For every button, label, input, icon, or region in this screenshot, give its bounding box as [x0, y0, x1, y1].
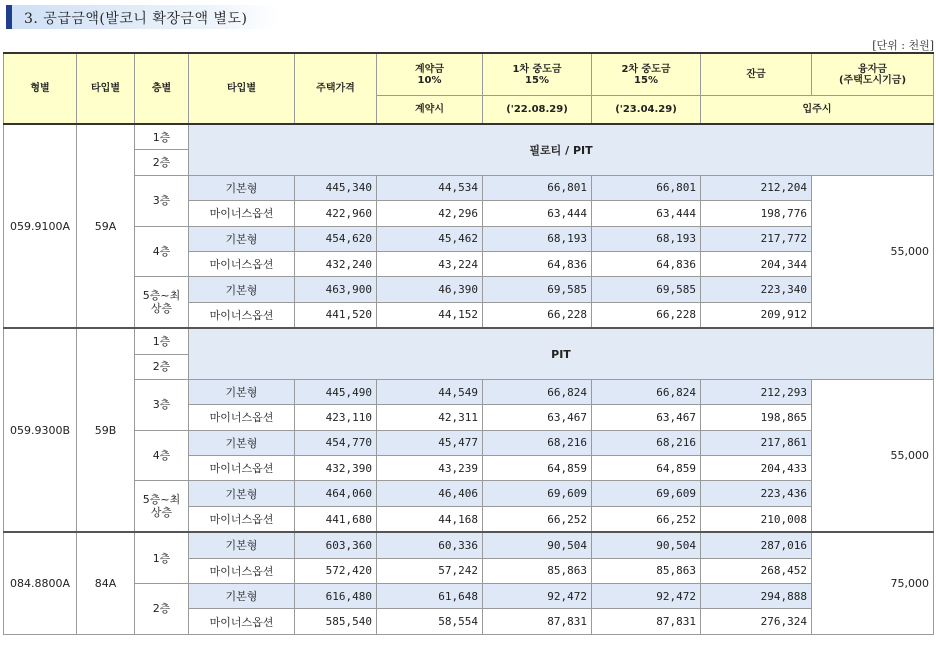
deposit-cell: 44,152	[377, 302, 483, 328]
mid2-cell: 92,472	[592, 584, 701, 609]
deposit-cell: 44,168	[377, 506, 483, 532]
balance-cell: 212,293	[701, 379, 812, 404]
deposit-cell: 60,336	[377, 532, 483, 558]
header-type-detail: 타입별	[189, 53, 295, 124]
floor-cell: 4층	[135, 430, 189, 481]
price-cell: 432,390	[295, 456, 377, 481]
mid2-cell: 69,609	[592, 481, 701, 506]
mid2-cell: 69,585	[592, 277, 701, 302]
header-mid2-label: 2차 중도금	[621, 63, 671, 75]
balance-cell: 223,436	[701, 481, 812, 506]
table-row	[4, 175, 934, 200]
loan-cell: 55,000	[812, 175, 934, 328]
mid1-cell: 68,216	[483, 430, 592, 455]
header-deposit	[377, 53, 483, 96]
table-row	[4, 584, 934, 609]
deposit-cell: 46,390	[377, 277, 483, 302]
floor-cell: 1층	[135, 328, 189, 354]
price-cell: 423,110	[295, 405, 377, 430]
floor-cell: 2층	[135, 584, 189, 635]
balance-cell: 217,861	[701, 430, 812, 455]
deposit-cell: 42,296	[377, 201, 483, 226]
mid1-cell: 66,801	[483, 175, 592, 200]
type-cell: 기본형	[189, 379, 295, 404]
price-cell: 463,900	[295, 277, 377, 302]
deposit-cell: 45,477	[377, 430, 483, 455]
mid2-cell: 66,252	[592, 506, 701, 532]
table-row	[4, 379, 934, 404]
mid2-cell: 66,824	[592, 379, 701, 404]
header-mid2-date: ('23.04.29)	[592, 96, 701, 125]
floor-cell: 3층	[135, 379, 189, 430]
balance-cell: 223,340	[701, 277, 812, 302]
type-name-cell: 59A	[77, 124, 135, 328]
deposit-cell: 42,311	[377, 405, 483, 430]
balance-cell: 287,016	[701, 532, 812, 558]
balance-cell: 212,204	[701, 175, 812, 200]
floor-cell: 1층	[135, 532, 189, 583]
loan-cell: 55,000	[812, 379, 934, 532]
mid1-cell: 87,831	[483, 609, 592, 634]
floor-cell: 5층~최상층	[135, 481, 189, 532]
price-cell: 445,490	[295, 379, 377, 404]
price-cell: 441,520	[295, 302, 377, 328]
type-cell: 기본형	[189, 584, 295, 609]
header-mid1-date: ('22.08.29)	[483, 96, 592, 125]
mid2-cell: 90,504	[592, 532, 701, 558]
table-row	[4, 226, 934, 251]
mid1-cell: 69,585	[483, 277, 592, 302]
type-cell: 마이너스옵션	[189, 302, 295, 328]
balance-cell: 210,008	[701, 506, 812, 532]
price-cell: 422,960	[295, 201, 377, 226]
type-cell: 마이너스옵션	[189, 201, 295, 226]
balance-cell: 198,865	[701, 405, 812, 430]
header-mid1-label: 1차 중도금	[512, 63, 562, 75]
balance-cell: 198,776	[701, 201, 812, 226]
deposit-cell: 45,462	[377, 226, 483, 251]
type-cell: 기본형	[189, 277, 295, 302]
table-row	[4, 277, 934, 302]
mid2-cell: 66,801	[592, 175, 701, 200]
mid1-cell: 64,859	[483, 456, 592, 481]
balance-cell: 217,772	[701, 226, 812, 251]
price-cell: 603,360	[295, 532, 377, 558]
table-row	[4, 430, 934, 455]
table-row	[4, 124, 934, 150]
mid2-cell: 64,859	[592, 456, 701, 481]
floor-cell: 1층	[135, 124, 189, 150]
floor-cell: 5층~최상층	[135, 277, 189, 328]
floor-cell: 4층	[135, 226, 189, 277]
mid1-cell: 90,504	[483, 532, 592, 558]
loan-cell: 75,000	[812, 532, 934, 634]
price-cell: 432,240	[295, 251, 377, 276]
header-loan-label: 융자금	[858, 63, 887, 75]
balance-cell: 268,452	[701, 558, 812, 583]
header-balance: 잔금	[701, 53, 812, 96]
mid1-cell: 85,863	[483, 558, 592, 583]
model-cell: 059.9100A	[4, 124, 77, 328]
mid1-cell: 66,228	[483, 302, 592, 328]
header-loan-sub: (주택도시기금)	[838, 74, 907, 86]
deposit-cell: 61,648	[377, 584, 483, 609]
type-cell: 마이너스옵션	[189, 609, 295, 634]
type-cell: 기본형	[189, 226, 295, 251]
type-cell: 마이너스옵션	[189, 405, 295, 430]
unit-label: [단위 : 천원]	[872, 39, 934, 52]
header-deposit-label: 계약금	[415, 63, 444, 75]
model-cell: 059.9300B	[4, 328, 77, 532]
mid1-cell: 92,472	[483, 584, 592, 609]
floor-cell: 2층	[135, 150, 189, 175]
mid1-cell: 66,252	[483, 506, 592, 532]
mid2-cell: 63,467	[592, 405, 701, 430]
type-name-cell: 59B	[77, 328, 135, 532]
type-cell: 기본형	[189, 481, 295, 506]
balance-cell: 204,433	[701, 456, 812, 481]
table-header	[4, 53, 934, 124]
supply-price-table	[3, 52, 934, 635]
mid1-cell: 63,467	[483, 405, 592, 430]
balance-cell: 294,888	[701, 584, 812, 609]
type-cell: 기본형	[189, 175, 295, 200]
deposit-cell: 43,224	[377, 251, 483, 276]
header-mid1	[483, 53, 592, 96]
table-row	[4, 481, 934, 506]
type-cell: 마이너스옵션	[189, 506, 295, 532]
header-loan	[812, 53, 934, 96]
price-cell: 572,420	[295, 558, 377, 583]
price-cell: 454,770	[295, 430, 377, 455]
balance-cell: 209,912	[701, 302, 812, 328]
price-cell: 454,620	[295, 226, 377, 251]
header-mid2	[592, 53, 701, 96]
balance-cell: 276,324	[701, 609, 812, 634]
header-floor: 층별	[135, 53, 189, 124]
type-name-cell: 84A	[77, 532, 135, 634]
header-mid2-pct: 15%	[634, 74, 658, 86]
price-cell: 616,480	[295, 584, 377, 609]
mid2-cell: 63,444	[592, 201, 701, 226]
mid2-cell: 68,216	[592, 430, 701, 455]
header-mid1-pct: 15%	[525, 74, 549, 86]
type-cell: 기본형	[189, 430, 295, 455]
type-cell: 마이너스옵션	[189, 456, 295, 481]
price-cell: 445,340	[295, 175, 377, 200]
header-model: 형별	[4, 53, 77, 124]
floor-cell: 2층	[135, 354, 189, 379]
header-type-name: 타입별	[77, 53, 135, 124]
deposit-cell: 46,406	[377, 481, 483, 506]
price-cell: 464,060	[295, 481, 377, 506]
deposit-cell: 44,549	[377, 379, 483, 404]
mid2-cell: 87,831	[592, 609, 701, 634]
type-cell: 기본형	[189, 532, 295, 558]
mid2-cell: 85,863	[592, 558, 701, 583]
deposit-cell: 43,239	[377, 456, 483, 481]
mid1-cell: 63,444	[483, 201, 592, 226]
table-row	[4, 532, 934, 558]
mid1-cell: 64,836	[483, 251, 592, 276]
model-cell: 084.8800A	[4, 532, 77, 634]
header-deposit-pct: 10%	[417, 74, 442, 86]
deposit-cell: 58,554	[377, 609, 483, 634]
price-cell: 441,680	[295, 506, 377, 532]
floor-cell: 3층	[135, 175, 189, 226]
mid1-cell: 69,609	[483, 481, 592, 506]
header-deposit-when: 계약시	[377, 96, 483, 125]
table-row	[4, 328, 934, 354]
type-cell: 마이너스옵션	[189, 558, 295, 583]
mid2-cell: 68,193	[592, 226, 701, 251]
mid2-cell: 64,836	[592, 251, 701, 276]
header-move-in: 입주시	[701, 96, 934, 125]
price-cell: 585,540	[295, 609, 377, 634]
deposit-cell: 44,534	[377, 175, 483, 200]
balance-cell: 204,344	[701, 251, 812, 276]
pit-label: 필로티 / PIT	[189, 124, 934, 175]
mid1-cell: 68,193	[483, 226, 592, 251]
section-title: 3. 공급금액(발코니 확장금액 별도)	[24, 11, 248, 27]
type-cell: 마이너스옵션	[189, 251, 295, 276]
pit-label: PIT	[189, 328, 934, 379]
mid2-cell: 66,228	[592, 302, 701, 328]
header-price: 주택가격	[295, 53, 377, 124]
deposit-cell: 57,242	[377, 558, 483, 583]
mid1-cell: 66,824	[483, 379, 592, 404]
